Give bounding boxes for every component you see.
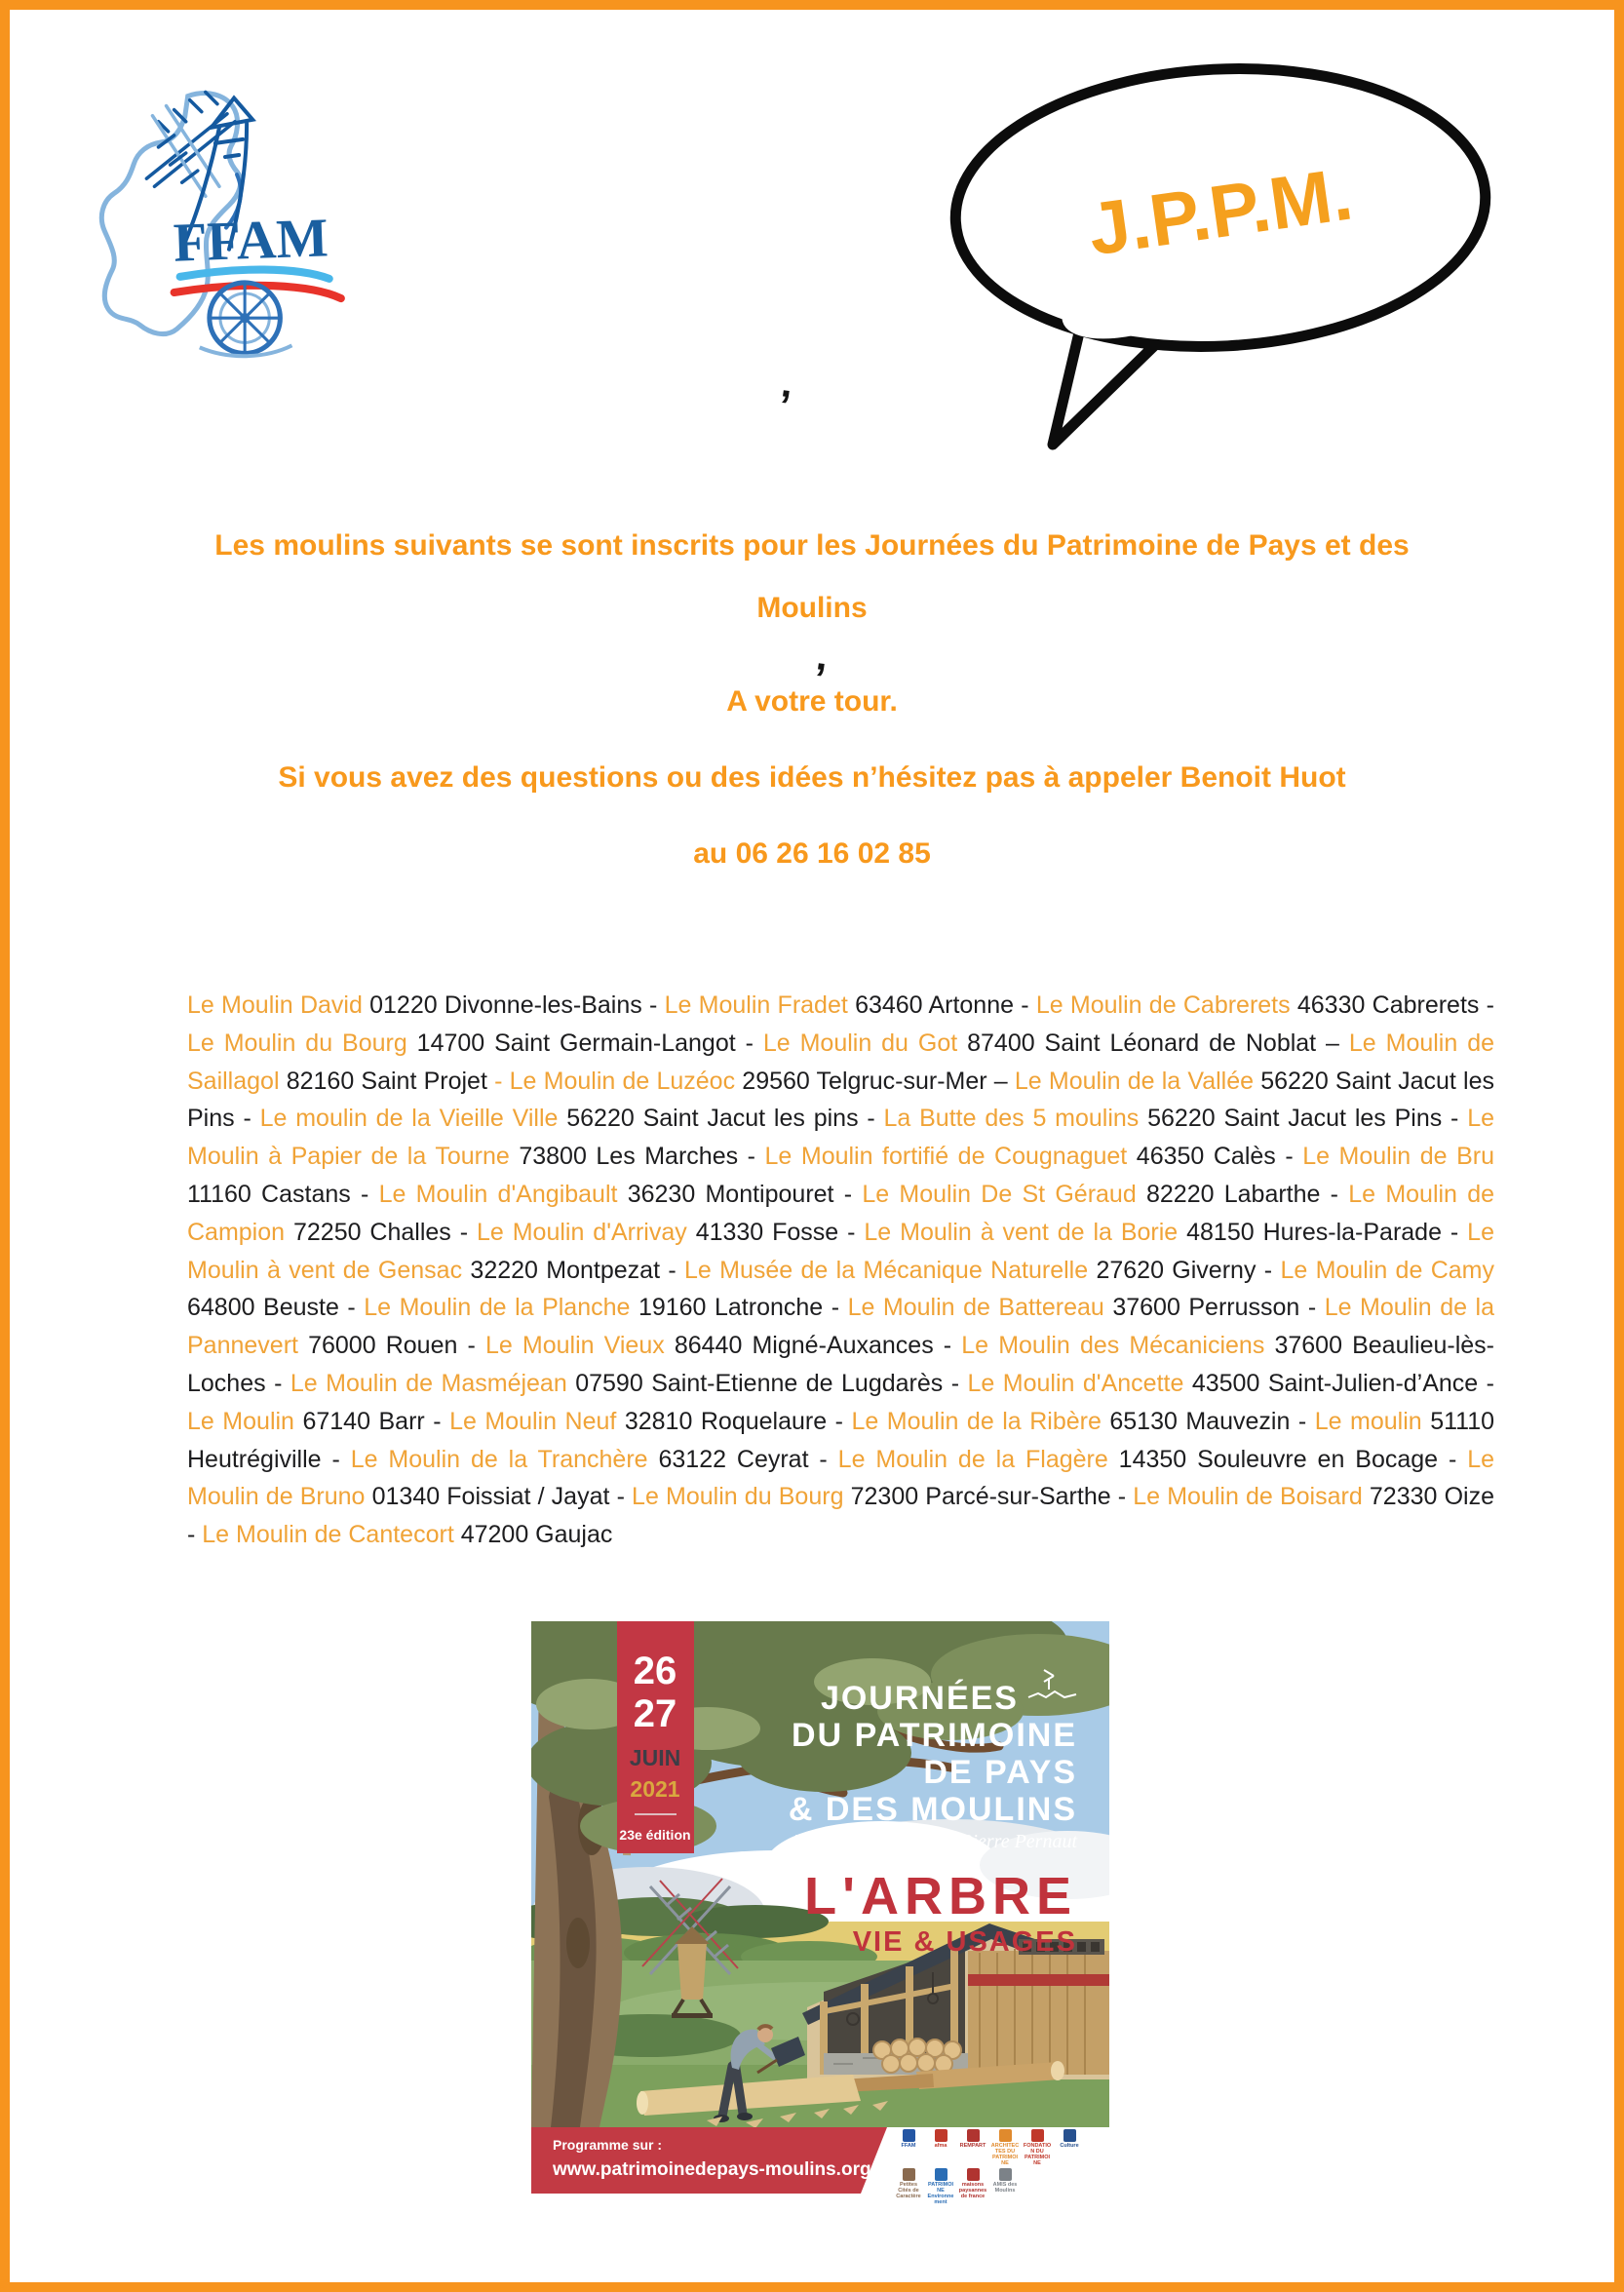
main-heading-line1: Les moulins suivants se sont inscrits pour les Journées du Patrimoine de Pays et des	[214, 529, 1410, 562]
mill-location: 46350 Calès -	[1127, 1143, 1303, 1171]
speech-bubble	[938, 57, 1498, 451]
partner-logo-label: AMIS des Moulins	[992, 2182, 1018, 2194]
partner-logo-petites-cites-de-caractere	[894, 2168, 923, 2205]
mill-location: 64800 Beuste -	[187, 1294, 365, 1322]
partner-logo-ministere-culture	[1055, 2129, 1084, 2166]
partner-logo-maisons-paysannes-de-france	[958, 2168, 987, 2205]
mill-name: Le Moulin de Cabrerets	[1035, 991, 1291, 1019]
ffam-logo-text: FFAM	[172, 208, 329, 274]
petites-cites-de-caractere-icon	[903, 2168, 915, 2181]
ffam-icon	[903, 2129, 915, 2142]
mill-location: 32810 Roquelaure -	[616, 1407, 852, 1435]
partner-logo-patrimoine-environnement	[926, 2168, 955, 2205]
mill-location: 72300 Parcé-sur-Sarthe -	[843, 1483, 1134, 1511]
mill-location: 63460 Artonne -	[847, 991, 1036, 1019]
mill-name: Le Moulin de Campion	[187, 1180, 1495, 1246]
poster-theme-line1: L'ARBRE	[804, 1867, 1077, 1925]
mill-name: La Butte des 5 moulins	[883, 1105, 1140, 1133]
mill-location: 46330 Cabrerets -	[1290, 991, 1494, 1019]
poster-month: JUIN	[629, 1745, 681, 1770]
maisons-paysannes-de-france-icon	[967, 2168, 980, 2181]
poster-script-subtitle: Parrainées par Jean-Pierre Pernaut	[793, 1831, 1077, 1852]
poster-website: www.patrimoinedepays-moulins.org	[553, 2159, 871, 2180]
mill-name: Le Moulin du Bourg	[632, 1483, 844, 1511]
mill-name: Le Moulin de la Ribère	[851, 1407, 1102, 1435]
stray-comma: ,	[813, 632, 831, 680]
mill-location: 14700 Saint Germain-Langot -	[406, 1029, 763, 1057]
partner-logo-label: Petites Cités de Caractère	[896, 2182, 921, 2199]
mill-name: Le Moulin du Got	[762, 1029, 958, 1057]
mill-name: Le Moulin de la Planche	[364, 1294, 631, 1322]
mill-location: 73800 Les Marches -	[509, 1143, 765, 1171]
mill-location: 56220 Saint Jacut les Pins -	[187, 1067, 1495, 1133]
mill-name: Le Moulin de la Pannevert	[187, 1294, 1494, 1360]
poster-year: 2021	[630, 1776, 680, 1802]
mill-name: Le Moulin d'Angibault	[378, 1180, 618, 1208]
poster-title-line1: JOURNÉES	[820, 1680, 1019, 1717]
event-poster	[531, 1621, 1109, 2194]
mill-location: 72330 Oize -	[187, 1483, 1494, 1549]
mill-location: 56220 Saint Jacut les Pins -	[1139, 1105, 1468, 1133]
mill-location: 47200 Gaujac	[453, 1521, 613, 1549]
poster-edition: 23e édition	[619, 1827, 691, 1843]
mill-name: Le Moulin de Camy	[1280, 1256, 1494, 1284]
partner-logo-architectes-du-patrimoine	[990, 2129, 1020, 2166]
partner-logo-label: FFAM	[901, 2143, 916, 2149]
partner-logo-label: afma	[934, 2143, 947, 2149]
mill-location: 37600 Perrusson -	[1103, 1294, 1325, 1322]
poster-partner-logos	[894, 2129, 1101, 2205]
partner-logo-fondation-du-patrimoine	[1023, 2129, 1052, 2166]
ministere-culture-icon	[1063, 2129, 1076, 2142]
afma-icon	[935, 2129, 947, 2142]
mill-location: 01340 Foissiat / Jayat -	[365, 1483, 633, 1511]
mill-location: 82220 Labarthe -	[1136, 1180, 1349, 1208]
mill-name: Le Moulin à vent de Gensac	[187, 1218, 1494, 1284]
mill-location: 48150 Hures-la-Parade -	[1178, 1218, 1468, 1246]
poster-title-line3: DE PAYS	[923, 1754, 1077, 1791]
mill-name: Le Moulin	[187, 1407, 294, 1435]
mill-location: 86440 Migné-Auxances -	[664, 1332, 962, 1360]
mill-location: 01220 Divonne-les-Bains -	[362, 991, 665, 1019]
mill-name: Le Moulin de Bruno	[187, 1445, 1494, 1511]
mill-location: 43500 Saint-Julien-d’Ance -	[1183, 1369, 1494, 1397]
main-heading	[29, 515, 1595, 640]
mill-name: Le Musée de la Mécanique Naturelle	[684, 1256, 1089, 1284]
mill-location: 41330 Fosse -	[686, 1218, 865, 1246]
poster-title-line4: & DES MOULINS	[788, 1791, 1077, 1828]
partner-logo-rempart	[958, 2129, 987, 2166]
question-heading: Si vous avez des questions ou des idées n’hésitez pas à appeler Benoit Huot	[278, 761, 1346, 794]
mill-name: Le Moulin à Papier de la Tourne	[187, 1105, 1494, 1171]
mill-name: Le Moulin Fradet	[664, 991, 848, 1019]
mill-name: Le Moulin David	[187, 991, 363, 1019]
poster-title-line2: DU PATRIMOINE	[792, 1717, 1077, 1754]
mill-name: Le Moulin Neuf	[449, 1407, 617, 1435]
partner-logo-label: FONDATION DU PATRIMOINE	[1023, 2143, 1052, 2166]
tour-heading: A votre tour.	[726, 685, 898, 718]
partner-logo-ffam	[894, 2129, 923, 2166]
mill-location: 29560 Telgruc-sur-Mer –	[735, 1067, 1015, 1095]
mill-name: Le moulin de la Vieille Ville	[259, 1105, 559, 1133]
mill-location: 82160 Saint Projet	[279, 1067, 495, 1095]
mill-name: Le Moulin de la Vallée	[1014, 1067, 1255, 1095]
water-wheel-icon	[200, 283, 292, 356]
mill-name: Le Moulin de Cantecort	[202, 1521, 454, 1549]
mill-name: - Le Moulin de Luzéoc	[494, 1067, 736, 1095]
mill-name: Le Moulin d'Arrivay	[477, 1218, 687, 1246]
partner-logo-label: ARCHITECTES DU PATRIMOINE	[990, 2143, 1020, 2166]
fondation-du-patrimoine-icon	[1031, 2129, 1044, 2142]
partner-logo-label: Culture	[1060, 2143, 1079, 2149]
mill-name: Le Moulin de Bru	[1302, 1143, 1494, 1171]
mill-location: 63122 Ceyrat -	[647, 1445, 838, 1473]
mill-location: 67140 Barr -	[293, 1407, 450, 1435]
mill-location: 32220 Montpezat -	[462, 1256, 684, 1284]
mill-location: 19160 Latronche -	[630, 1294, 848, 1322]
mill-location: 37600 Beaulieu-lès-Loches -	[187, 1332, 1495, 1397]
partner-logo-label: REMPART	[959, 2143, 986, 2149]
bubble-text: J.P.P.M.	[1083, 152, 1358, 272]
mill-name: Le moulin	[1314, 1407, 1422, 1435]
mill-location: 56220 Saint Jacut les pins -	[558, 1105, 884, 1133]
mill-name: Le Moulin Vieux	[484, 1332, 665, 1360]
patrimoine-environnement-icon	[935, 2168, 947, 2181]
mill-name: Le Moulin de Masméjean	[290, 1369, 567, 1397]
mill-name: Le Moulin De St Géraud	[862, 1180, 1137, 1208]
main-heading-line2: Moulins	[756, 592, 868, 624]
mill-name: Le Moulin d'Ancette	[967, 1369, 1184, 1397]
mill-location: 36230 Montipouret -	[617, 1180, 863, 1208]
mill-location: 76000 Rouen -	[297, 1332, 485, 1360]
poster-illustration	[531, 1621, 1109, 2194]
mill-location: 07590 Saint-Etienne de Lugdarès -	[566, 1369, 968, 1397]
poster-program-label: Programme sur :	[553, 2137, 663, 2153]
mill-location: 27620 Giverny -	[1088, 1256, 1281, 1284]
poster-theme-line2: VIE & USAGES	[852, 1926, 1077, 1958]
ffam-logo	[90, 84, 365, 365]
mill-location: 11160 Castans -	[187, 1180, 379, 1208]
mill-location: 72250 Challes -	[285, 1218, 477, 1246]
mills-paragraph	[187, 987, 1494, 1554]
partner-logo-afma	[926, 2129, 955, 2166]
mill-name: Le Moulin des Mécaniciens	[961, 1332, 1265, 1360]
mill-location: 87400 Saint Léonard de Noblat –	[957, 1029, 1349, 1057]
mill-location: 14350 Souleuvre en Bocage -	[1107, 1445, 1468, 1473]
amis-des-moulins-icon	[999, 2168, 1012, 2181]
mill-location: 51110 Heutrégiville -	[187, 1407, 1495, 1473]
mill-name: Le Moulin de Boisard	[1133, 1483, 1363, 1511]
mill-name: Le Moulin de Saillagol	[187, 1029, 1494, 1095]
mill-name: Le Moulin de Battereau	[847, 1294, 1104, 1322]
poster-date-banner	[617, 1621, 694, 1853]
partner-logo-amis-des-moulins	[990, 2168, 1020, 2205]
architectes-du-patrimoine-icon	[999, 2129, 1012, 2142]
partner-logo-label: PATRIMOINE Environnement	[927, 2182, 954, 2205]
mill-name: Le Moulin de la Flagère	[837, 1445, 1108, 1473]
poster-date-26: 26	[633, 1650, 677, 1692]
stray-comma: ,	[778, 359, 796, 407]
mill-name: Le Moulin du Bourg	[187, 1029, 407, 1057]
phone-heading: au 06 26 16 02 85	[693, 837, 931, 870]
mill-name: Le Moulin de la Tranchère	[350, 1445, 648, 1473]
mill-location: 65130 Mauvezin -	[1101, 1407, 1315, 1435]
mill-name: Le Moulin à vent de la Borie	[864, 1218, 1179, 1246]
poster-date-27: 27	[633, 1692, 677, 1735]
mill-name: Le Moulin fortifié de Cougnaguet	[764, 1143, 1128, 1171]
rempart-icon	[967, 2129, 980, 2142]
partner-logo-label: maisons paysannes de france	[958, 2182, 987, 2199]
